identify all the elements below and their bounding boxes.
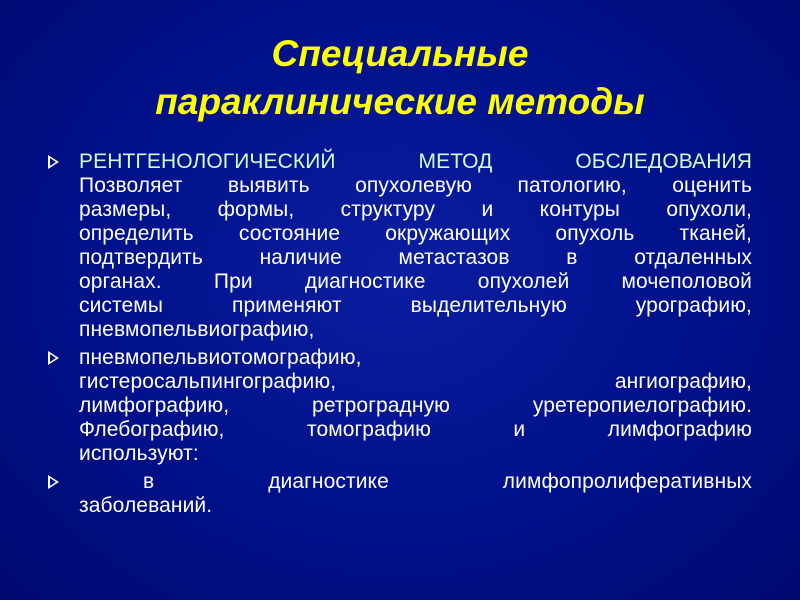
- arrow-bullet-icon: [48, 475, 59, 489]
- bullet-text-line: органах. При диагностике опухолей мочеполовой: [79, 270, 752, 293]
- bullet-text-line: Позволяет выявить опухолевую патологию, оценить: [79, 174, 752, 197]
- method-heading: РЕНТГЕНОЛОГИЧЕСКИЙ МЕТОД ОБСЛЕДОВАНИЯ: [79, 150, 752, 173]
- bullet-text-line: пневмопельвиографию,: [79, 318, 315, 341]
- bullet-text-line: гистеросальпингографию, ангиографию,: [79, 370, 752, 393]
- bullet-text-line: размеры, формы, структуру и контуры опухоли,: [79, 198, 752, 221]
- bullet-text-line: пневмопельвиотомографию,: [79, 346, 362, 369]
- bullet-item-xray-method: [48, 150, 752, 342]
- arrow-bullet-icon: [48, 155, 59, 169]
- arrow-bullet-icon: [48, 351, 59, 365]
- title-line-1: Специальные: [271, 33, 529, 74]
- bullet-item-lymphoproliferative: [48, 470, 752, 518]
- bullet-item-methods-list: [48, 346, 752, 466]
- bullet-text-line: используют:: [79, 442, 199, 465]
- bullet-text-line: подтвердить наличие метастазов в отдаленных: [79, 246, 752, 269]
- slide-title: [0, 30, 800, 126]
- bullet-text-line: заболеваний.: [79, 494, 213, 517]
- bullet-text-line: в диагностике лимфопролиферативных: [143, 470, 752, 493]
- bullet-list: [48, 150, 752, 522]
- title-line-2: параклинические методы: [155, 81, 645, 122]
- bullet-text-line: лимфографию, ретроградную уретеропиелографию.: [79, 394, 752, 417]
- bullet-text-line: Флебографию, томографию и лимфографию: [79, 418, 752, 441]
- bullet-text-line: системы применяют выделительную урографию,: [79, 294, 752, 317]
- bullet-text-line: определить состояние окружающих опухоль тканей,: [79, 222, 752, 245]
